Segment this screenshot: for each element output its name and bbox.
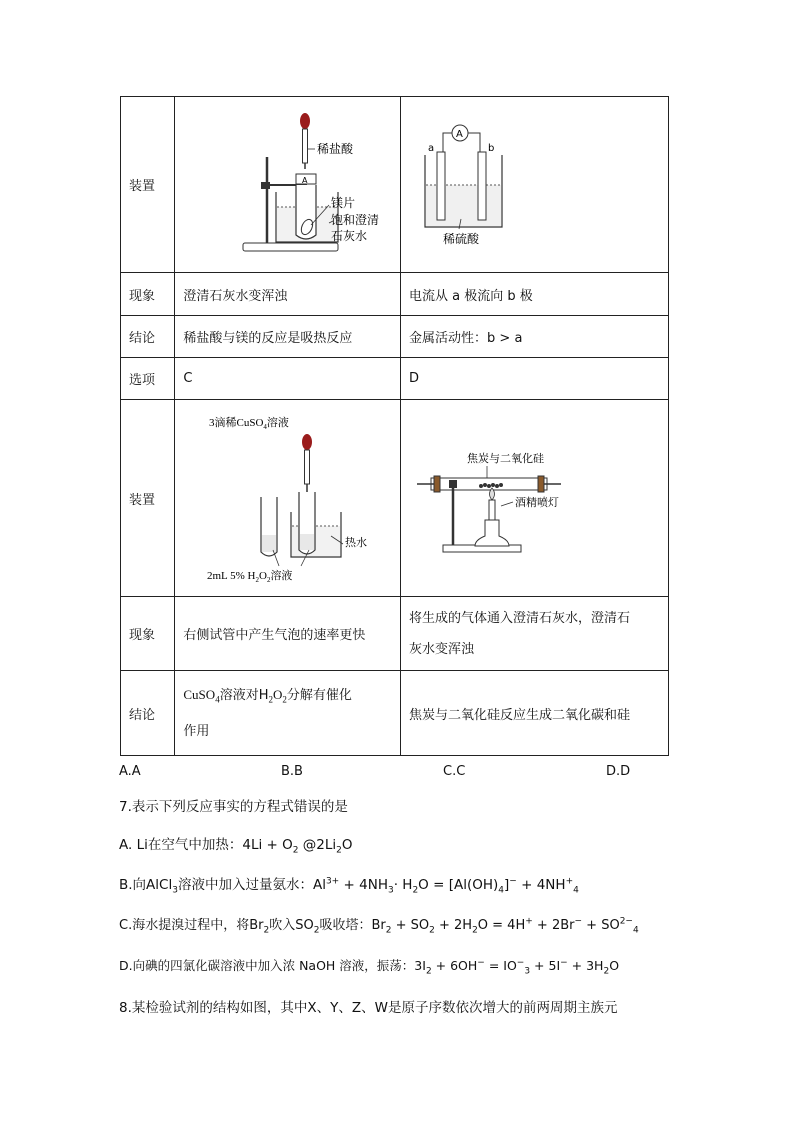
- apparatus-d-figure: [401, 400, 669, 597]
- ammeter-label: A: [456, 129, 463, 140]
- apparatus-c-figure: [175, 400, 401, 597]
- row-label: 装置: [121, 400, 175, 597]
- dropper-bulb-icon: [300, 113, 310, 129]
- right-stopper-icon: [538, 476, 544, 492]
- question-7-option-c: C.海水提溴过程中，将$Br_2$吹入$SO_2$吸收塔：$Br_2 + SO_2 + 2H_2O = 4H^+ + 2Br^- + SO^{2-}_4$: [119, 916, 639, 936]
- electrode-b-icon: [478, 152, 486, 220]
- cuso4-drops-label: 3滴稀CuSO$_4$溶液: [209, 417, 290, 431]
- apparatus-d-diagram: [409, 400, 674, 596]
- question-7-option-b: B.向AlCl$_3$溶液中加入过量氨水：$Al^{3+} + 4NH_3\cdot H_2O = [Al(OH)_4]^- + 4NH^+_4$: [119, 876, 579, 896]
- alcohol-lamp-icon: [475, 520, 509, 546]
- coke-silica-label: 焦炭与二氧化硅: [467, 452, 545, 465]
- left-stopper-icon: [434, 476, 440, 492]
- h2o2-label: 2mL 5% $H_2O_2$溶液: [207, 570, 293, 584]
- dropper-bulb-icon: [302, 434, 312, 450]
- row-label: 现象: [121, 273, 175, 316]
- table-row-conclusion-ab: [121, 316, 669, 358]
- choice-d: D.D: [606, 764, 631, 779]
- wire-left-icon: [443, 133, 452, 152]
- table-row-options: [121, 358, 669, 400]
- option-c-header: C: [175, 358, 401, 400]
- conclusion-c: CuSO$_4$溶液对$H_2O_2$分解有催化 作用: [175, 671, 401, 756]
- question-7-stem: 7.表示下列反应事实的方程式错误的是: [119, 799, 348, 815]
- question-8-stem: 8.某检验试剂的结构如图，其中X、Y、Z、W是原子序数依次增大的前两周期主族元: [119, 1000, 618, 1016]
- choice-c: C.C: [443, 764, 466, 779]
- wire-right-icon: [468, 133, 480, 152]
- conclusion-d: 焦炭与二氧化硅反应生成二氧化碳和硅: [401, 671, 669, 756]
- option-d-header: D: [401, 358, 669, 400]
- phenomenon-b: 电流从 a 极流向 b 极: [401, 273, 669, 316]
- row-label: 装置: [121, 97, 175, 273]
- question-7-option-a: A. Li在空气中加热：$4Li + O_2$ $@2Li_2O$: [119, 837, 353, 856]
- limewater-label-1: 饱和澄清: [331, 213, 380, 227]
- apparatus-c-diagram: [183, 400, 405, 596]
- phenomenon-a: 澄清石灰水变浑浊: [175, 273, 401, 316]
- hcl-label: 稀盐酸: [317, 142, 354, 156]
- svg-text:A: A: [302, 176, 308, 185]
- row-label: 结论: [121, 671, 175, 756]
- dropper-tube-icon: [303, 129, 308, 163]
- conclusion-a: 稀盐酸与镁的反应是吸热反应: [175, 316, 401, 358]
- electrode-b-label: b: [488, 143, 495, 154]
- apparatus-a-figure: [175, 97, 401, 273]
- table-row-apparatus-cd: [121, 400, 669, 597]
- table-row-phenomenon-ab: [121, 273, 669, 316]
- stand-base-icon: [243, 243, 338, 251]
- apparatus-b-diagram: [409, 97, 674, 272]
- question-7-option-d: D.向碘的四氯化碳溶液中加入浓 NaOH 溶液，振荡：$3I_2 + 6OH^- = IO^-_3 + 5I^- + 3H_2O$: [119, 957, 620, 977]
- table-row-phenomenon-cd: [121, 597, 669, 671]
- experiment-table: [120, 96, 669, 756]
- phenomenon-c: 右侧试管中产生气泡的速率更快: [175, 597, 401, 671]
- electrode-a-icon: [437, 152, 445, 220]
- conclusion-b: 金属活动性：b > a: [401, 316, 669, 358]
- apparatus-b-figure: [401, 97, 669, 273]
- table-row-conclusion-cd: [121, 671, 669, 756]
- row-label: 现象: [121, 597, 175, 671]
- apparatus-a-diagram: [183, 97, 405, 272]
- choice-a: A.A: [119, 764, 141, 779]
- dropper-tube-icon: [305, 450, 310, 484]
- limewater-label-2: 石灰水: [331, 229, 368, 243]
- choice-b: B.B: [281, 764, 303, 779]
- row-label: 结论: [121, 316, 175, 358]
- phenomenon-d: 将生成的气体通入澄清石灰水，澄清石 灰水变浑浊: [401, 597, 669, 671]
- table-row-apparatus-ab: [121, 97, 669, 273]
- lamp-label: 酒精喷灯: [515, 496, 560, 509]
- h2so4-label: 稀硫酸: [443, 232, 480, 246]
- mg-label: 镁片: [331, 196, 356, 210]
- row-label: 选项: [121, 358, 175, 400]
- hot-water-label: 热水: [345, 536, 368, 549]
- electrode-a-label: a: [428, 143, 435, 154]
